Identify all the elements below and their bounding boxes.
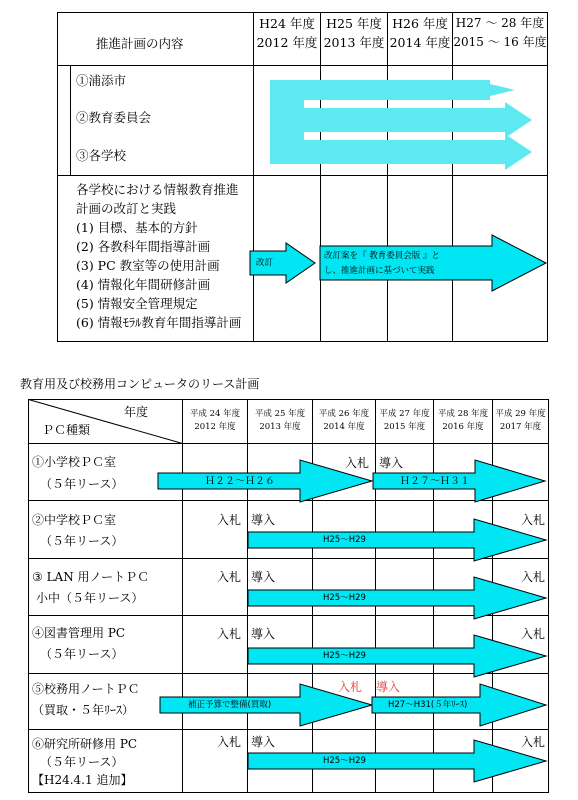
lease-row-6-arrow-label: H25～H29 bbox=[323, 756, 366, 766]
plan-year-col-3: H26 年度 2014 年度 bbox=[389, 16, 451, 50]
lease-table-title: 教育用及び校務用コンピュータのリース計画 bbox=[20, 377, 260, 391]
plan-item-4: (4) 情報化年間研修計画 bbox=[76, 277, 211, 292]
lease-year-col-5: 平成 28 年度 2016 年度 bbox=[437, 409, 489, 432]
org-each-school: ③各学校 bbox=[76, 148, 127, 163]
practice-arrow-label-1: 改訂案を『 教育委員会版 』と bbox=[324, 251, 440, 261]
lease-row-4-name: ④図書管理用 PC bbox=[32, 626, 126, 640]
plan-item-1: (1) 目標、基本的方針 bbox=[76, 220, 198, 235]
lease-row-3-name: ③ LAN 用ノートＰＣ bbox=[32, 570, 150, 584]
lease-row-1-arrow-2-label: Ｈ２７～Ｈ３１ bbox=[400, 476, 470, 487]
lease-row-5-term: （買取・５年ﾘｰｽ） bbox=[32, 703, 135, 717]
lease-year-col-2: 平成 25 年度 2013 年度 bbox=[254, 409, 306, 432]
lease-row-4-bid-end: 入札 bbox=[521, 627, 546, 641]
lease-row-5-bid: 入札 bbox=[338, 680, 363, 694]
lease-row-2-intro: 導入 bbox=[251, 513, 276, 527]
lease-row-3-bid-end: 入札 bbox=[521, 570, 546, 584]
lease-row-3-term: 小中（５年リース） bbox=[36, 591, 144, 605]
lease-arrow-6 bbox=[248, 740, 546, 782]
lease-row-3-arrow-label: H25～H29 bbox=[323, 593, 366, 603]
lease-row-6-intro: 導入 bbox=[251, 735, 276, 749]
plan-item-5: (5) 情報安全管理規定 bbox=[76, 296, 198, 311]
lease-row-6-bid: 入札 bbox=[217, 735, 242, 749]
plan-intro-line-2: 計画の改訂と実践 bbox=[76, 201, 177, 216]
lease-year-col-6: 平成 29 年度 2017 年度 bbox=[495, 409, 546, 432]
lease-row-1-bid: 入札 bbox=[345, 456, 370, 470]
plan-item-6: (6) 情報ﾓﾗﾙ教育年間指導計画 bbox=[76, 315, 242, 330]
lease-year-col-4: 平成 27 年度 2015 年度 bbox=[379, 409, 430, 432]
lease-row-6-bid-end: 入札 bbox=[521, 735, 546, 749]
revise-arrow-label: 改訂 bbox=[256, 258, 274, 268]
lease-row-2-term: （５年リース） bbox=[40, 534, 124, 548]
lease-row-2-bid: 入札 bbox=[217, 513, 242, 527]
lease-row-6-added-note: 【H24.4.1 追加】 bbox=[32, 773, 133, 787]
lease-year-col-3: 平成 26 年度 2014 年度 bbox=[318, 409, 370, 432]
org-urasoe-city: ①浦添市 bbox=[76, 73, 127, 88]
lease-arrow-2 bbox=[248, 519, 546, 561]
lease-row-6-term: （５年リース） bbox=[40, 755, 124, 769]
lease-row-1-name: ①小学校ＰＣ室 bbox=[32, 455, 117, 469]
plan-year-col-4: H27 ～ 28 年度 2015 ～ 16 年度 bbox=[453, 16, 547, 49]
lease-row-5-arrow-1-label: 補正予算で整備(買取) bbox=[188, 700, 272, 710]
lease-row-2-name: ②中学校ＰＣ室 bbox=[32, 513, 117, 527]
lease-row-4-bid: 入札 bbox=[217, 627, 242, 641]
lease-year-label: 年度 bbox=[124, 405, 149, 419]
lease-row-5-intro: 導入 bbox=[376, 680, 401, 694]
plan-year-col-1: H24 年度 2012 年度 bbox=[256, 16, 318, 50]
plan-content-header: 推進計画の内容 bbox=[96, 36, 184, 51]
lease-row-3-bid: 入札 bbox=[217, 570, 242, 584]
lease-row-2-arrow-label: H25～H29 bbox=[323, 535, 366, 545]
lease-type-label: ＰＣ種類 bbox=[42, 423, 91, 437]
lease-row-4-term: （５年リース） bbox=[40, 647, 124, 661]
lease-row-1-arrow-1-label: Ｈ２２～Ｈ２６ bbox=[205, 476, 275, 487]
plan-intro-line-1: 各学校における情報教育推進 bbox=[76, 182, 239, 197]
lease-row-2-bid-end: 入札 bbox=[521, 513, 546, 527]
lease-row-6-name: ⑥研究所研修用 PC bbox=[32, 737, 138, 751]
lease-row-5-name: ⑤校務用ノートＰＣ bbox=[32, 682, 140, 696]
lease-year-col-1: 平成 24 年度 2012 年度 bbox=[189, 409, 241, 432]
plan-item-2: (2) 各教科年間指導計画 bbox=[76, 239, 211, 254]
lease-row-5-arrow-2-label: H27～H31(５年ﾘｰｽ) bbox=[388, 700, 468, 710]
lease-row-4-arrow-label: H25～H29 bbox=[323, 651, 366, 661]
lease-arrow-4 bbox=[248, 635, 546, 677]
org-board-of-education: ②教育委員会 bbox=[76, 110, 152, 125]
lease-row-1-term: （５年リース） bbox=[40, 477, 124, 491]
lease-row-1-intro: 導入 bbox=[379, 456, 404, 470]
lease-row-4-intro: 導入 bbox=[251, 627, 276, 641]
lease-row-3-intro: 導入 bbox=[251, 570, 276, 584]
plan-item-3: (3) PC 教室等の使用計画 bbox=[76, 258, 220, 273]
lease-arrow-3 bbox=[248, 577, 546, 619]
practice-arrow-label-2: し、推進計画に基づいて実践 bbox=[324, 266, 435, 276]
plan-year-col-2: H25 年度 2013 年度 bbox=[323, 16, 385, 50]
